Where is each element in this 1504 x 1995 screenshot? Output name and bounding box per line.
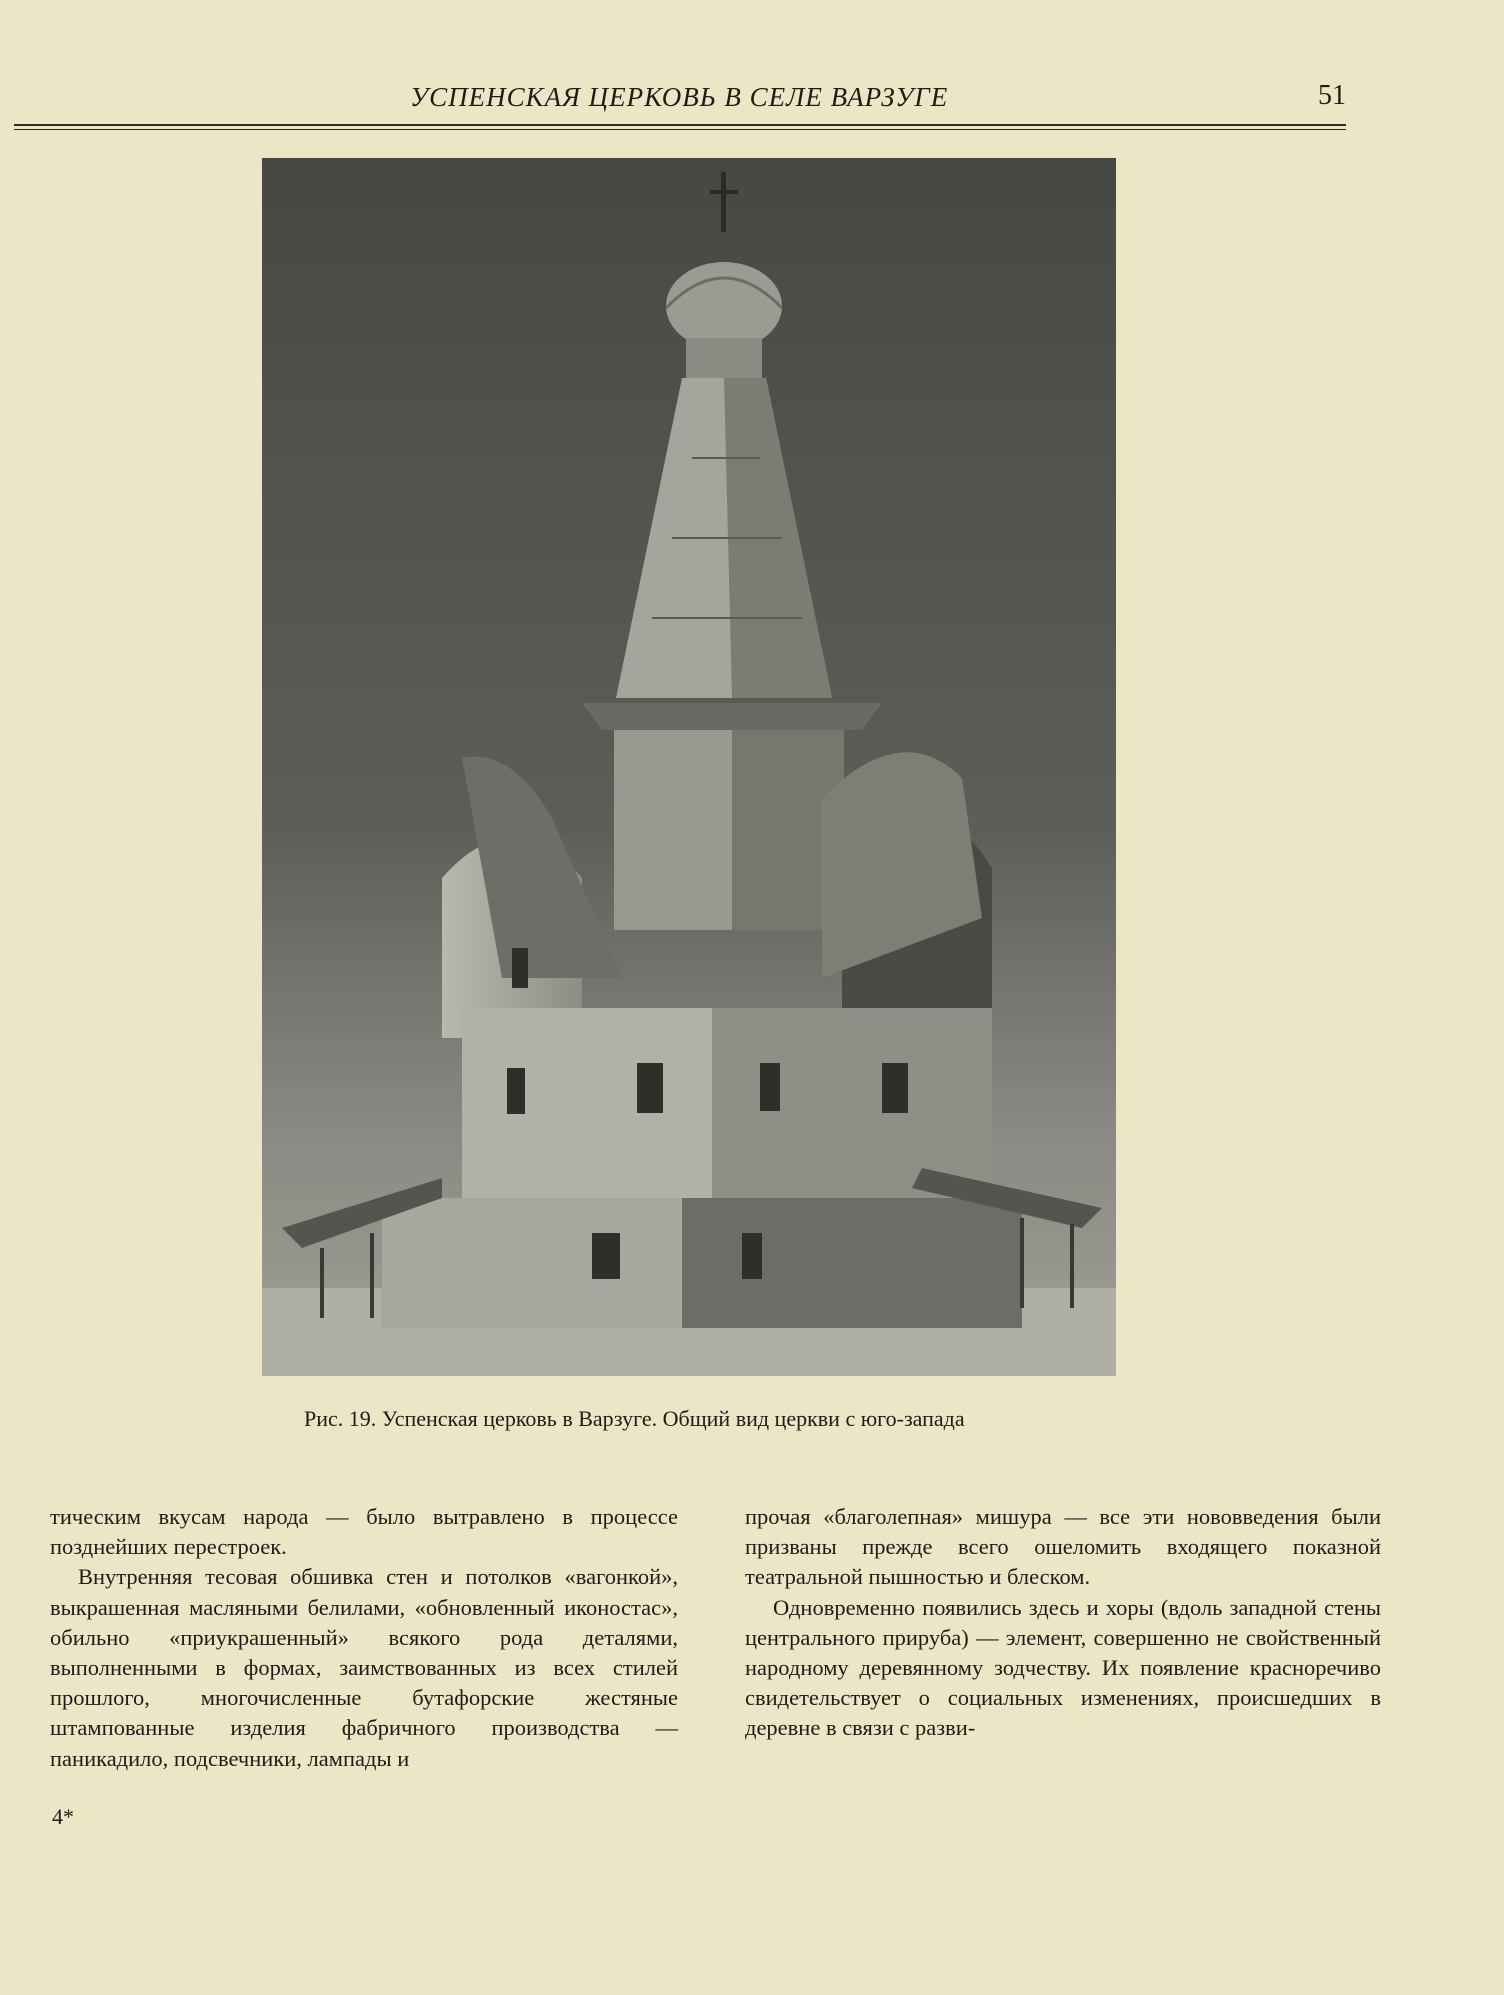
left-paragraph-2: Внутренняя тесовая обшивка стен и потолков «вагонкой», выкрашенная масляными белилами, «обновленный иконостас», обильно «приукрашенный» всякого рода деталями, выполненными в формах, заимствованных из всех стилей прошлого, многочисленные бутафорские жестяные штампованные изделия фабричного производства — паникадило, подсвечники, лампады и: [50, 1564, 678, 1771]
header-rule-thin: [14, 129, 1346, 130]
header-rule: [14, 124, 1346, 126]
right-paragraph-2: Одновременно появились здесь и хоры (вдоль западной стены центрального прируба) — элемент, совершенно не свойственный народному деревянному зодчеству. Их появление красноречиво свидетельствует о социальных изменениях, происшедших в деревне в связи с разви-: [745, 1594, 1381, 1741]
sheet-signature: 4*: [52, 1804, 74, 1829]
page-number: 51: [1318, 80, 1346, 111]
running-title: УСПЕНСКАЯ ЦЕРКОВЬ В СЕЛЕ ВАРЗУГЕ: [410, 82, 949, 112]
right-paragraph-1: прочая «благолепная» мишура — все эти нововведения были призваны прежде всего ошеломить входящего показной театральной пышностью и блеском.: [745, 1504, 1381, 1590]
right-column: [745, 1502, 1381, 1744]
church-photograph: [262, 158, 1116, 1376]
left-column: [50, 1502, 678, 1774]
figure-caption: Рис. 19. Успенская церковь в Варзуге. Общий вид церкви с юго-запада: [304, 1406, 965, 1431]
left-paragraph-1: тическим вкусам народа — было вытравлено в процессе позднейших перестроек.: [50, 1504, 678, 1560]
